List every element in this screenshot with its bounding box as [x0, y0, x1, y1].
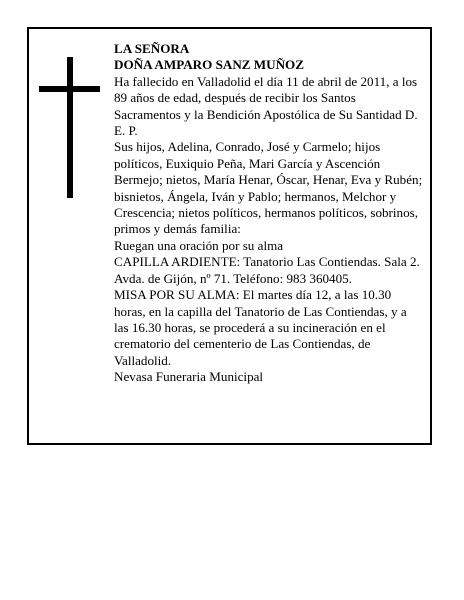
family-list: Sus hijos, Adelina, Conrado, José y Carmelo; hijos políticos, Euxiquio Peña, Mari García y Ascención Bermejo; nietos, María Henar, Óscar, Henar, Eva y Rubén; bisnietos, Ángela, Iván y Pablo; hermanos, Melchor y Crescencia; nietos políticos, hermanos políticos, sobrinos, primos y demás familia: [114, 139, 423, 237]
cross-icon [67, 57, 73, 198]
chapel-info [114, 254, 424, 287]
cross-icon-bar [39, 86, 100, 92]
mass-label: MISA POR SU ALMA: [114, 287, 240, 303]
mass-info [114, 287, 424, 369]
mass-details: El martes día 12, a las 10.30 horas, en la capilla del Tanatorio de Las Contiendas, y a las 16.30 horas, se procederá a su incineración en el crematorio del cementerio de Las Contiendas, de Valladolid. [114, 287, 407, 368]
notice-title: LA SEÑORA [114, 41, 190, 56]
deceased-name: DOÑA AMPARO SANZ MUÑOZ [114, 57, 304, 73]
chapel-label: CAPILLA ARDIENTE: [114, 254, 241, 270]
funeral-home: Nevasa Funeraria Municipal [114, 369, 264, 385]
obituary-notice [27, 27, 432, 445]
death-announcement: Ha fallecido en Valladolid el día 11 de abril de 2011, a los 89 años de edad, después de recibir los Santos Sacramentos y la Bendición Apostólica de Su Santidad D. E. P. [114, 73, 418, 139]
notice-text-block [114, 41, 424, 386]
prayer-request: Ruegan una oración por su alma [114, 237, 284, 253]
chapel-details: Tanatorio Las Contiendas. Sala 2. Avda. de Gijón, nº 71. Teléfono: 983 360405. [114, 254, 420, 286]
